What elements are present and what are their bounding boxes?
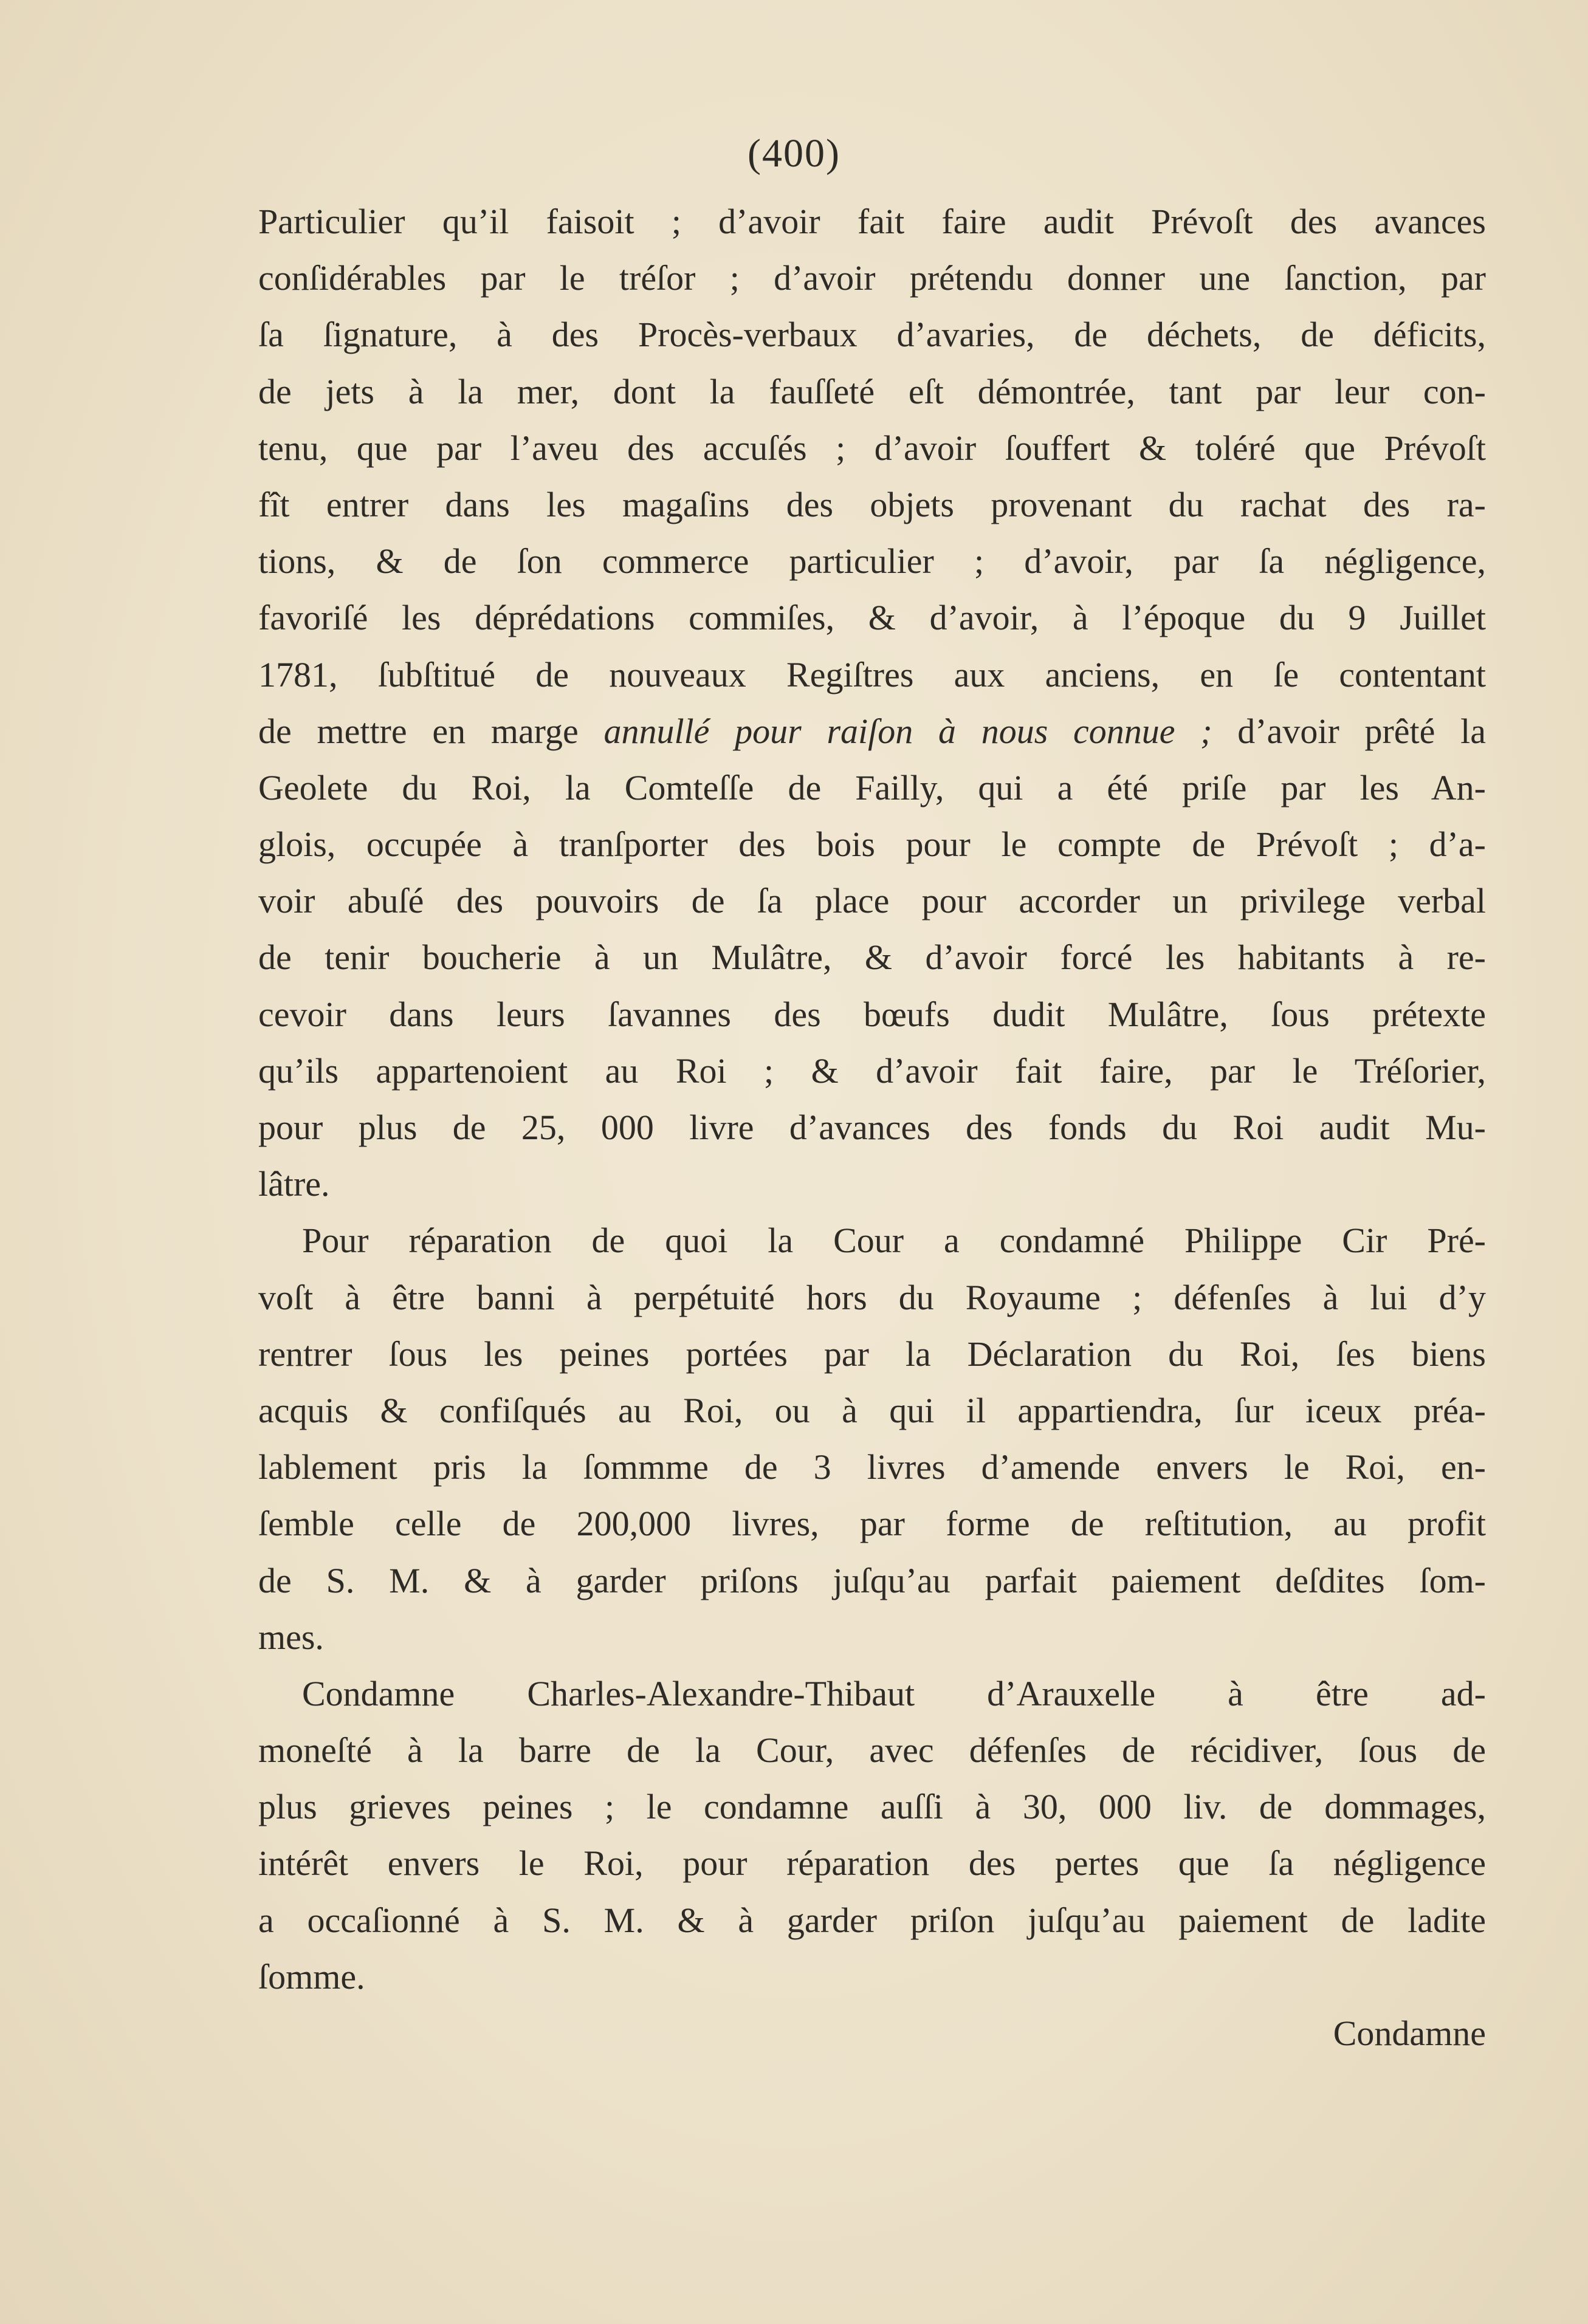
italic-phrase: annullé pour raiſon à nous connue ; (603, 711, 1212, 751)
text-line: favoriſé les déprédations commiſes, & d’avoir, à l’époque du 9 Juillet (258, 598, 1486, 638)
text-line: ſomme. (258, 1956, 365, 1997)
page-number: (400) (748, 131, 840, 176)
text-line: de S. M. & à garder priſons juſqu’au parfait paiement deſdites ſom- (258, 1560, 1486, 1600)
text-line: ſa ſignature, à des Procès-verbaux d’avaries, de déchets, de déficits, (258, 315, 1486, 355)
text-line: plus grieves peines ; le condamne auſſi à 30, 000 liv. de dommages, (258, 1787, 1486, 1827)
text-line (258, 703, 1486, 759)
text-line: lablement pris la ſommme de 3 livres d’amende envers le Roi, en- (258, 1447, 1486, 1487)
text-line: fît entrer dans les magaſins des objets provenant du rachat des ra- (258, 484, 1486, 524)
text-line: 1781, ſubſtitué de nouveaux Regiſtres aux anciens, en ſe contentant (258, 654, 1486, 694)
text-line: Pour réparation de quoi la Cour a condamné Philippe Cir Pré- (302, 1221, 1486, 1261)
text-line: Geolete du Roi, la Comteſſe de Failly, qui a été priſe par les An- (258, 767, 1486, 807)
text-line: tions, & de ſon commerce particulier ; d’avoir, par ſa négligence, (258, 541, 1486, 581)
line-segment: de mettre en marge (258, 711, 604, 751)
text-line: glois, occupée à tranſporter des bois pour le compte de Prévoſt ; d’a- (258, 824, 1486, 865)
text-line: ſemble celle de 200,000 livres, par forme de reſtitution, au profit (258, 1504, 1486, 1544)
text-line: conſidérables par le tréſor ; d’avoir prétendu donner une ſanction, par (258, 258, 1486, 298)
text-line: qu’ils appartenoient au Roi ; & d’avoir fait faire, par le Tréſorier, (258, 1051, 1486, 1091)
text-line: tenu, que par l’aveu des accuſés ; d’avoir ſouffert & toléré que Prévoſt (258, 428, 1486, 468)
text-line: Condamne Charles-Alexandre-Thibaut d’Arauxelle à être ad- (302, 1673, 1486, 1713)
text-line: intérêt envers le Roi, pour réparation des pertes que ſa négligence (258, 1843, 1486, 1884)
text-line: voir abuſé des pouvoirs de ſa place pour accorder un privilege verbal (258, 881, 1486, 921)
text-line: moneſté à la barre de la Cour, avec défenſes de récidiver, ſous de (258, 1730, 1486, 1770)
text-line: de tenir boucherie à un Mulâtre, & d’avoir forcé les habitants à re- (258, 937, 1486, 978)
text-line: Particulier qu’il faisoit ; d’avoir fait faire audit Prévoſt des avances (258, 202, 1486, 241)
text-line: mes. (258, 1617, 324, 1657)
text-line: lâtre. (258, 1164, 330, 1204)
line-segment: d’avoir prêté la (1212, 711, 1487, 751)
text-line: voſt à être banni à perpétuité hors du Royaume ; défenſes à lui d’y (258, 1277, 1486, 1317)
body-text (258, 193, 1486, 2062)
text-line: cevoir dans leurs ſavannes des bœufs dudit Mulâtre, ſous prétexte (258, 994, 1486, 1034)
catchword: Condamne (1333, 2014, 1486, 2053)
text-line: pour plus de 25, 000 livre d’avances des fonds du Roi audit Mu- (258, 1108, 1486, 1147)
text-line: a occaſionné à S. M. & à garder priſon juſqu’au paiement de ladite (258, 1900, 1486, 1940)
text-line: rentrer ſous les peines portées par la Déclaration du Roi, ſes biens (258, 1334, 1486, 1374)
text-line: acquis & confiſqués au Roi, ou à qui il appartiendra, ſur iceux préa- (258, 1390, 1486, 1430)
text-line: de jets à la mer, dont la fauſſeté eſt démontrée, tant par leur con- (258, 371, 1486, 411)
